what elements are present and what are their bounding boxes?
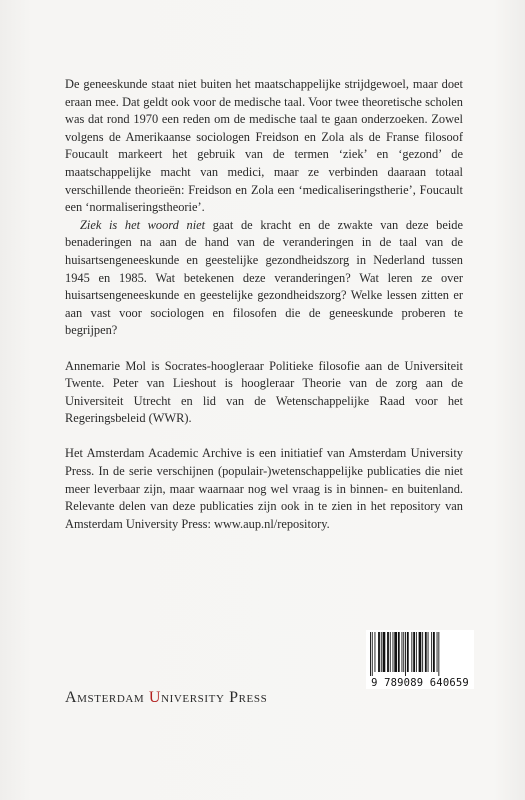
barcode-bar: [398, 632, 400, 672]
publisher-name-part2: niversity Press: [161, 689, 268, 706]
barcode-bar: [438, 632, 439, 676]
archive-note: Het Amsterdam Academic Archive is een initiatief van Amsterdam University Press. In de serie verschijnen (populair-)wetenschappelijke publicaties die niet meer leverbaar zijn, maar waarnaar nog wel vraag is in binnen- en buitenland. Relevante delen van deze publicaties zijn ook in te zien in het repository van Amsterdam University Press: www.aup.nl/repository.: [65, 446, 463, 531]
barcode-icon: [370, 632, 462, 676]
barcode-bar: [433, 632, 435, 672]
publisher-logo: [65, 689, 267, 707]
barcode-bar: [403, 632, 404, 672]
barcode-bar: [431, 632, 432, 672]
barcode-bar: [387, 632, 389, 672]
publisher-name-part1: Amsterdam: [65, 689, 149, 706]
blurb-paragraph-intro: De geneeskunde staat niet buiten het maatschappelijke strijdgewoel, maar doet eraan mee. Dat geldt ook voor de medische taal. Voor twee theoretische scholen was dat rond 1970 een reden om de medische taal te gaan onderzoeken. Zowel volgens de Amerikaanse sociologen Freidson en Zola als de Franse filosoof Foucault markeert het gebruik van de termen ‘ziek’ en ‘gezond’ de maatschappelijke macht van medici, maar ze verbinden daaraan totaal verschillende theorieën: Freidson en Zola een ‘medicaliseringstherie’, Foucault een ‘normaliseringstheorie’.: [65, 77, 463, 215]
barcode: [366, 630, 474, 689]
barcode-bar: [370, 632, 371, 676]
barcode-bar: [407, 632, 409, 672]
barcode-bar: [422, 632, 423, 672]
barcode-bar: [437, 632, 438, 672]
author-bio: Annemarie Mol is Socrates-hoogleraar Politieke filosofie aan de Universiteit Twente. Peter van Lieshout is hoogleraar Theorie van de zorg aan de Universiteit Utrecht en lid van de Wetenschappelijke Raad voor het Regeringsbeleid (WWR).: [65, 358, 463, 426]
summary-text: gaat de kracht en de zwakte van deze beide benaderingen na aan de hand van de veranderingen in de taal van de huisartsengeneeskunde en geestelijke gezondheidszorg in Nederland tussen 1945 en 1985. Wat betekenen deze veranderingen? Wat leren ze over huisartsengeneeskunde en geestelijke gezondheidszorg? Welke lessen zitten er aan vast voor sociologen en filosofen die de geneeskunde proberen te begrijpen?: [65, 217, 463, 338]
blurb-paragraph-summary: [65, 217, 463, 340]
barcode-bar: [378, 632, 380, 672]
publisher-accent-letter: U: [148, 689, 162, 706]
barcode-bar: [411, 632, 412, 672]
barcode-bar: [419, 632, 422, 672]
barcode-bar: [383, 632, 386, 672]
barcode-bar: [405, 632, 406, 676]
barcode-bar: [425, 632, 427, 672]
barcode-bar: [381, 632, 382, 672]
blurb-text: [65, 76, 463, 533]
barcode-bar: [393, 632, 394, 672]
book-title: Ziek is het woord niet: [80, 217, 206, 232]
barcode-bar: [390, 632, 391, 672]
barcode-bar: [375, 632, 376, 672]
barcode-bar: [413, 632, 415, 672]
barcode-bar: [416, 632, 417, 672]
barcode-bar: [402, 632, 403, 672]
barcode-bar: [372, 632, 373, 676]
barcode-bar: [428, 632, 429, 672]
barcode-bar: [394, 632, 397, 672]
isbn-number: 9 789089 640659: [371, 677, 469, 689]
